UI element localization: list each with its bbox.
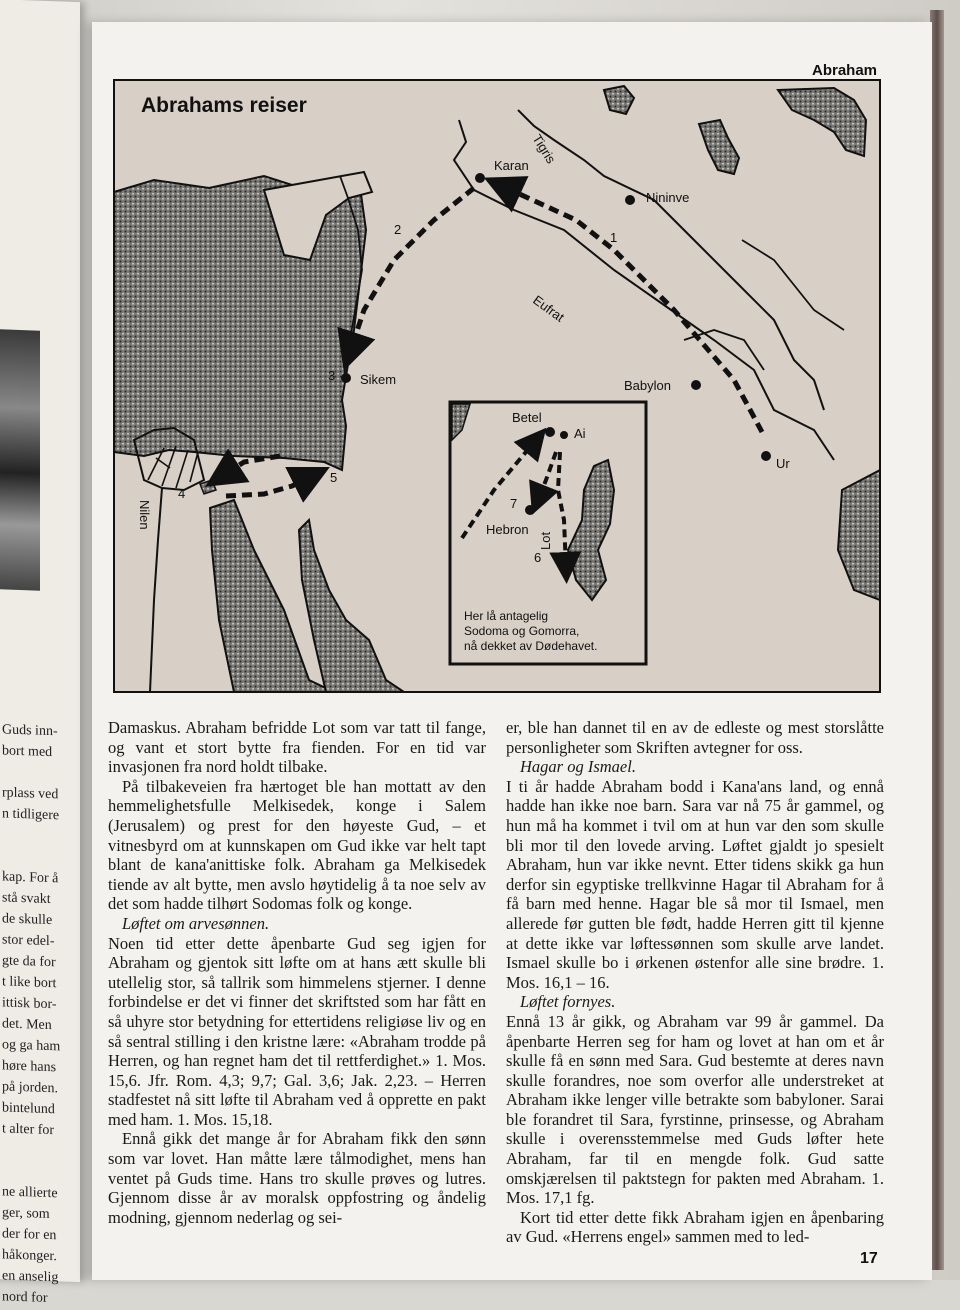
map-svg	[114, 80, 880, 692]
left-page-line: t like bort	[2, 974, 57, 992]
label-tigris: Tigris	[529, 131, 559, 167]
text-column-2	[506, 718, 884, 1247]
paragraph: Ennå gikk det mange år for Abraham fikk den sønn som var lovet. Han måtte lære tålmodighet, mens han ventet på Guds time. Hans tro skulle prøves og lutres. Gjennom disse år av moralsk oppfostring og åndelig modning, gjennom nederlag og sei-	[108, 1129, 486, 1227]
section-heading: Løftet fornyes.	[520, 992, 616, 1012]
sea-mediterranean	[114, 176, 366, 470]
map-figure	[114, 80, 880, 692]
city-dot-hebron	[525, 505, 535, 515]
label-betel: Betel	[512, 410, 542, 425]
label-karan: Karan	[494, 158, 529, 173]
map-title: Abrahams reiser	[141, 94, 307, 117]
paragraph: Noen tid etter dette åpenbarte Gud seg igjen for Abraham og gjentok sitt løfte om at hans ætt skulle bli utellelig stor, så tallrik som himmelens stjerner. I denne forbindelse er det vi finner det skriftsted som har fått en så uhyre stor betydning for ettertidens religiøse liv og en så sentral stilling i den kristne lære: «Abraham trodde på Herren, og han regnet ham det til rettferdighet.» 1. Mos. 15,6. Jfr. Rom. 4,3; 9,7; Gal. 3,6; Jak. 2,23. – Herren stadfestet nå sitt løfte til Abraham ved å opprette en pakt med ham. 1. Mos. 15,18.	[108, 933, 486, 1129]
label-n1: 1	[610, 230, 618, 245]
label-nilen: Nilen	[137, 500, 152, 530]
left-page-line: rplass ved	[2, 785, 59, 803]
left-page-line	[2, 1139, 72, 1162]
label-n6: 6	[534, 550, 542, 565]
left-page-line: nord for	[2, 1289, 48, 1306]
left-page-line: de skulle	[2, 911, 53, 929]
left-page-text	[2, 719, 72, 1309]
label-hebron: Hebron	[486, 522, 529, 537]
label-sikem: Sikem	[360, 372, 397, 387]
city-dot-nininve	[625, 195, 635, 205]
label-n7: 7	[510, 496, 518, 511]
left-page-line: ne allierte	[2, 1184, 58, 1202]
left-page-line: kap. For å	[2, 869, 59, 887]
city-dot-betel	[545, 427, 555, 437]
left-page-line: Guds inn-	[2, 722, 58, 740]
page-number: 17	[860, 1250, 878, 1267]
left-page-line: høre hans	[2, 1058, 57, 1076]
left-page-photo	[0, 329, 40, 590]
inset-map	[450, 402, 646, 664]
left-page-line	[2, 1160, 72, 1183]
label-n4: 4	[178, 486, 186, 501]
left-page-line: bintelund	[2, 1100, 55, 1118]
paragraph: Ennå 13 år gikk, og Abraham var 99 år gammel. Da åpenbarte Herren seg for ham og lovet at han om et år skulle få en sønn med Sara. Gud bestemte at deres navn skulle forandres, noe som overfor alle understreket at Abraham ikke lenger ville betrakte som babyloner. Sarai ble forandret til Sara, fyrstinne, prinsesse, og Abraham skulle i overensstemmelse med Guds løfter hete Abraham, far til en mengde folk. Gud satte omskjærelsen til paktstegn for pakten med Abraham. 1. Mos. 17,1 fg.	[506, 1011, 884, 1208]
label-n2: 2	[394, 222, 402, 237]
city-dot-sikem	[341, 373, 351, 383]
label-nininve: Nininve	[646, 190, 690, 205]
running-head: Abraham	[812, 62, 878, 79]
left-page-line: stor edel-	[2, 932, 55, 950]
paragraph: Kort tid etter dette fikk Abraham igjen en åpenbaring av Gud. «Herrens engel» sammen med to led-	[506, 1207, 884, 1247]
paragraph: Damaskus. Abraham befridde Lot som var tatt til fange, og vant et stort bytte fra fienden. For en tid var invasjonen fra nord holdt tilbake.	[108, 718, 486, 777]
paragraph: er, ble han dannet til en av de edleste og mest storslåtte personligheter som Skriften avtegner for oss.	[506, 718, 884, 757]
left-page-line: der for en	[2, 1226, 57, 1244]
left-page-line	[2, 761, 72, 784]
label-ai: Ai	[574, 426, 586, 441]
section-heading: Løftet om arvesønnen.	[122, 913, 270, 933]
label-ur: Ur	[776, 456, 790, 471]
city-dot-ur	[761, 451, 771, 461]
left-page-line: ger, som	[2, 1205, 50, 1223]
left-page-line: på jorden.	[2, 1079, 58, 1097]
left-page-line: det. Men	[2, 1016, 52, 1034]
page-edge	[930, 10, 944, 1270]
city-dot-ai	[560, 431, 568, 439]
left-page-line: ittisk bor-	[2, 995, 57, 1013]
left-page-line: en anselig	[2, 1268, 59, 1286]
label-n3: 3	[328, 368, 336, 383]
inset-caption-1: Her lå antagelig	[464, 609, 549, 623]
city-dot-karan	[475, 173, 485, 183]
left-page-line: gte da for	[2, 953, 56, 971]
section-heading: Hagar og Ismael.	[520, 757, 636, 777]
paragraph: I ti år hadde Abraham bodd i Kana'ans land, og ennå hadde han ikke noe barn. Sara var nå 75 år gammel, og hun må ha kommet i tvil om at hun var den som skulle bli mor til den lovede arving. Løftet gjaldt jo spesielt Abraham, hun var ikke nevnt. Etter tidens skikk ga hun derfor sin egyptiske trellkvinne Hagar til Abraham for å få barn med henne. Hagar ble så mor til Ismael, men allerede før gutten ble født, hadde Herren gitt til kjenne at dette ikke var løftessønnen som skulle arve landet. Ismael skulle bo i ørkenen østenfor alle sine brødre. 1. Mos. 16,1 – 16.	[506, 776, 884, 992]
label-eufrat: Eufrat	[530, 292, 568, 325]
left-page-line: bort med	[2, 743, 53, 761]
left-page-line: t alter for	[2, 1121, 55, 1139]
label-n5: 5	[330, 470, 338, 485]
left-page-line: n tidligere	[2, 806, 60, 824]
left-page-line	[2, 845, 72, 868]
inset-caption-2: Sodoma og Gomorra,	[464, 624, 580, 638]
left-page-line	[2, 824, 72, 847]
left-page-line: håkonger.	[2, 1247, 57, 1265]
left-page-line: og ga ham	[2, 1037, 61, 1055]
inset-caption-3: nå dekket av Dødehavet.	[464, 639, 598, 653]
label-babylon: Babylon	[624, 378, 671, 393]
paragraph: På tilbakeveien fra hærtoget ble han mottatt av den hemmelighetsfulle Melkisedek, konge i Salem (Jerusalem) og prest for den høyeste Gud, – et vitnesbyrd om at kunnskapen om Gud ikke var helt tapt blant de kana'anittiske folk. Abraham ga Melkisedek tiende av alt bytte, men avslo høytidelig å ta noe selv av det som hadde tilhørt Sodomas folk og konge.	[108, 776, 486, 914]
text-column-1	[108, 718, 486, 1227]
left-page-line: stå svakt	[2, 890, 51, 908]
label-lot: Lot	[538, 531, 553, 550]
left-page	[0, 0, 80, 1306]
city-dot-babylon	[691, 380, 701, 390]
